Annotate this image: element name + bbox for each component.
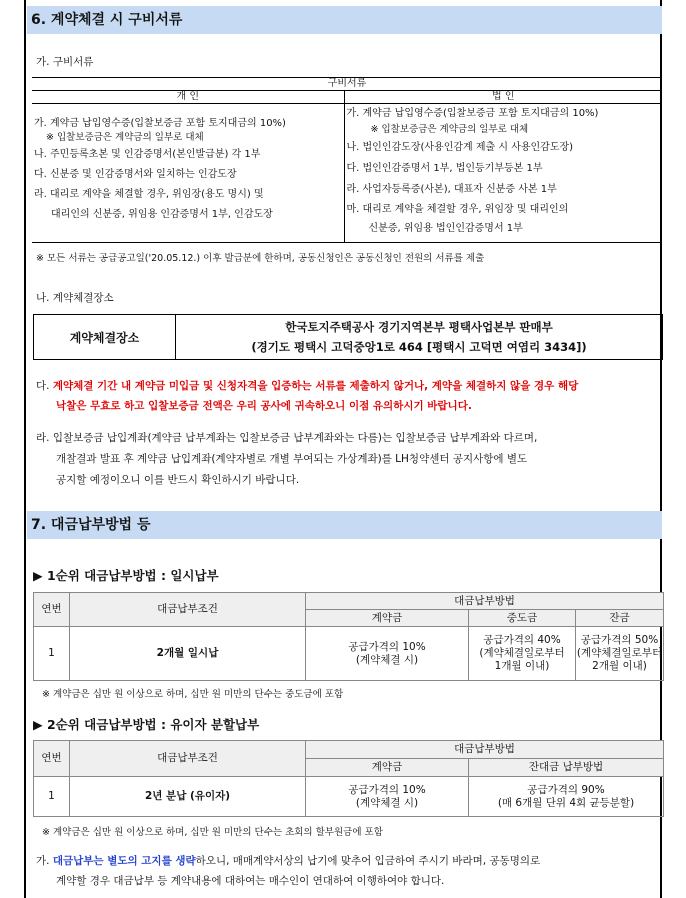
required-docs-table [32, 77, 662, 243]
warning-paragraph [36, 376, 578, 416]
r1-balance [576, 627, 664, 681]
col-corporation: 법 인 [344, 91, 662, 104]
rank2-payment-table [33, 740, 664, 817]
r1-h-no: 연번 [34, 593, 70, 627]
ind-item-ga: 가. 계약금 납입영수증(입찰보증금 포함 토지대금의 10%) [34, 118, 286, 129]
r1-deposit [306, 627, 469, 681]
account-line3: 공지할 예정이오니 이를 반드시 확인하시기 바랍니다. [56, 474, 300, 486]
corp-item-na: 나. 법인인감도장(사용인감계 제출 시 사용인감도장) [346, 142, 574, 153]
warning-line1: 계약체결 기간 내 계약금 미입금 및 신청자격을 입증하는 서류를 제출하지 않거나, 계약을 체결하지 않을 경우 해당 [52, 380, 579, 392]
r1-middle-3: 1개월 이내) [494, 660, 550, 672]
ind-item-na: 나. 주민등록초본 및 인감증명서(본인발급분) 각 1부 [34, 149, 261, 160]
r2-balance [469, 777, 664, 817]
payment-notice-paragraph [36, 851, 540, 891]
place-sublabel: 나. 계약체결장소 [36, 292, 114, 304]
warning-prefix: 다. [36, 380, 53, 392]
r2-h-deposit: 계약금 [306, 759, 469, 777]
notice-highlight: 대금납부는 별도의 고지를 생략 [52, 855, 196, 867]
contract-place-value [176, 315, 662, 359]
r1-deposit-2: (계약체결 시) [355, 653, 419, 666]
r1-no: 1 [34, 627, 70, 681]
contract-place-box [33, 314, 663, 360]
r2-no: 1 [34, 777, 70, 817]
docs-sublabel: 가. 구비서류 [36, 56, 94, 68]
corp-item-ra: 라. 사업자등록증(사본), 대표자 신분증 사본 1부 [346, 184, 557, 195]
rank1-note: ※ 계약금은 십만 원 이상으로 하며, 십만 원 미만의 단수는 중도금에 포함 [42, 689, 344, 700]
corp-item-ga: 가. 계약금 납입영수증(입찰보증금 포함 토지대금의 10%) [346, 108, 599, 119]
r2-balance-2: (매 6개월 단위 4회 균등분할) [497, 796, 635, 809]
ind-note: ※ 입찰보증금은 계약금의 일부로 대체 [46, 132, 204, 143]
account-paragraph [36, 428, 537, 491]
r1-middle-1: 공급가격의 40% [483, 634, 561, 646]
section-6-title: 6. 계약체결 시 구비서류 [27, 6, 662, 34]
account-line2: 개찰결과 발표 후 계약금 납입계좌(계약자별로 개별 부여되는 가상계좌)를 LH청약센터 공지사항에 별도 [56, 453, 528, 465]
warning-line2: 낙찰은 무효로 하고 입찰보증금 전액은 우리 공사에 귀속하오니 이점 유의하시기 바랍니다. [56, 400, 472, 412]
rank2-heading: ▶ 2순위 대금납부방법 : 유이자 분할납부 [33, 717, 260, 732]
contract-place-line1: 한국토지주택공사 경기지역본부 평택사업본부 판매부 [285, 320, 553, 334]
r2-h-balance: 잔대금 납부방법 [469, 759, 664, 777]
ind-item-ra-cont: 대리인의 신분증, 위임용 인감증명서 1부, 인감도장 [51, 209, 273, 220]
corporate-docs [344, 104, 662, 243]
contract-place-label: 계약체결장소 [34, 315, 176, 359]
individual-docs [32, 104, 344, 243]
r1-h-method: 대금납부방법 [306, 593, 664, 610]
notice-prefix: 가. [36, 855, 53, 867]
section-7-title: 7. 대금납부방법 등 [27, 511, 662, 539]
r2-deposit-1: 공급가격의 10% [348, 783, 426, 796]
rank1-heading: ▶ 1순위 대금납부방법 : 일시납부 [33, 568, 219, 583]
r1-middle-2: (계약체결일로부터 [479, 647, 565, 659]
contract-place-line2: (경기도 평택시 고덕중앙1로 464 [평택시 고덕면 여염리 3434]) [251, 340, 587, 354]
col-individual: 개 인 [32, 91, 344, 104]
corp-item-ma-cont: 신분증, 위임용 법인인감증명서 1부 [368, 223, 523, 234]
r1-balance-3: 2개월 이내) [592, 660, 647, 672]
notice-rest: 하오니, 매매계약서상의 납기에 맞추어 입금하여 주시기 바라며, 공동명의로 [195, 855, 541, 867]
r2-deposit [306, 777, 469, 817]
docs-table-title: 구비서류 [32, 78, 662, 91]
r1-cond: 2개월 일시납 [70, 627, 306, 681]
r1-balance-2: (계약체결일로부터 [576, 647, 663, 659]
docs-date-note: ※ 모든 서류는 공급공고일('20.05.12.) 이후 발급분에 한하며, 공동신청인은 공동신청인 전원의 서류를 제출 [36, 253, 485, 264]
r2-h-cond: 대금납부조건 [70, 741, 306, 777]
ind-item-ra: 라. 대리로 계약을 체결할 경우, 위임장(용도 명시) 및 [34, 189, 264, 200]
page-left-border [24, 0, 26, 898]
corp-item-da: 다. 법인인감증명서 1부, 법인등기부등본 1부 [346, 163, 543, 174]
ind-item-da: 다. 신분증 및 인감증명서와 일치하는 인감도장 [34, 169, 237, 180]
r1-middle [469, 627, 576, 681]
notice-line2: 계약할 경우 대금납부 등 계약내용에 대하여는 매수인이 연대하여 이행하여야 합니다. [56, 875, 445, 887]
r2-balance-1: 공급가격의 90% [527, 783, 605, 796]
rank1-payment-table [33, 592, 664, 681]
r1-h-balance: 잔금 [576, 610, 664, 627]
corp-item-ma: 마. 대리로 계약을 체결할 경우, 위임장 및 대리인의 [346, 204, 569, 215]
r2-h-no: 연번 [34, 741, 70, 777]
r1-balance-1: 공급가격의 50% [580, 634, 659, 646]
rank2-note: ※ 계약금은 십만 원 이상으로 하며, 십만 원 미만의 단수는 초회의 할부원금에 포함 [42, 827, 383, 838]
r1-h-middle: 중도금 [469, 610, 576, 627]
corp-note: ※ 입찰보증금은 계약금의 일부로 대체 [370, 124, 529, 135]
r1-h-cond: 대금납부조건 [70, 593, 306, 627]
r1-h-deposit: 계약금 [306, 610, 469, 627]
r2-h-method: 대금납부방법 [306, 741, 664, 759]
r2-cond: 2년 분납 (유이자) [70, 777, 306, 817]
r2-deposit-2: (계약체결 시) [355, 796, 419, 809]
account-line1: 라. 입찰보증금 납입계좌(계약금 납부계좌는 입찰보증금 납부계좌와는 다름)는 입찰보증금 납부계좌와 다르며, [36, 432, 538, 444]
r1-deposit-1: 공급가격의 10% [348, 640, 426, 653]
